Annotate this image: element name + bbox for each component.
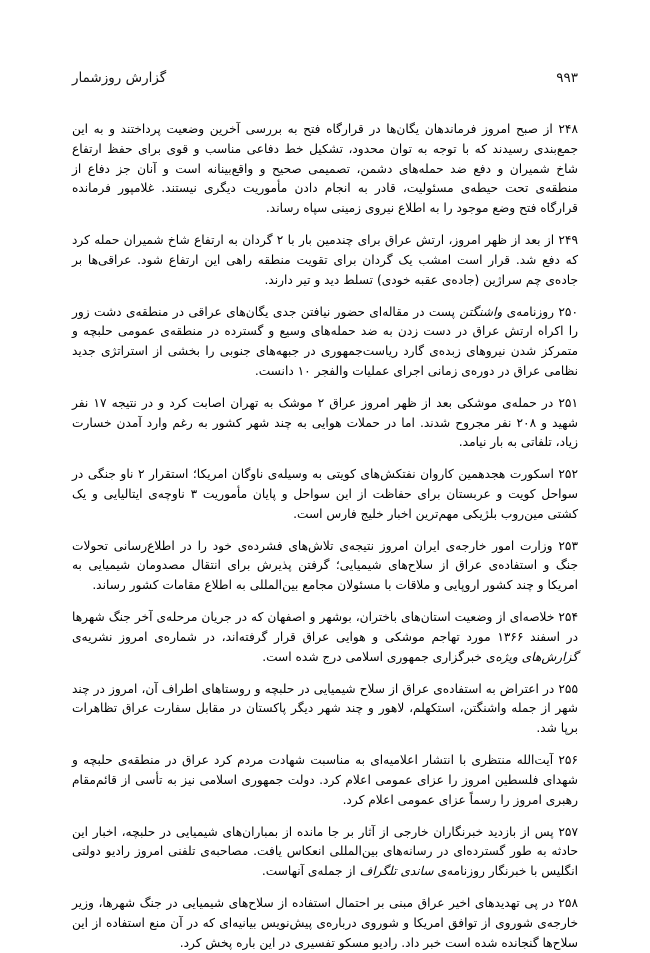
entry-250 bbox=[72, 303, 578, 382]
entry-text: اسکورت هجدهمین کاروان نفتکش‌های کویتی به وسیله‌ی ناوگان امریکا؛ استقرار ۲ ناو جنگی در سواحل کویت و عربستان برای حفاظت از این سواحل و پایان مأموریت ۳ ناوچه‌ی ایتالیایی و یک کشتی مین‌روب بلژیکی مهم‌ترین اخبار خلیج فارس است. bbox=[72, 467, 579, 521]
entry-number: ۲۵۱ bbox=[558, 395, 579, 410]
entry-text: پس از بازدید خبرنگاران خارجی از آثار بر جا مانده از بمباران‌های شیمیایی در حلبچه، اخبار این حادثه به طور گسترده‌ای در رسانه‌های بین‌المللی انعکاس یافت. مصاحبه‌ی تلفنی امروز رادیو دولتی انگلیس با خبرنگار روزنامه‌ی ساندی تلگراف از جمله‌ی آنهاست. bbox=[72, 824, 578, 879]
entry-249 bbox=[72, 231, 578, 290]
entry-number: ۲۵۸ bbox=[558, 896, 578, 911]
document-body bbox=[72, 120, 578, 953]
italic-phrase: واشنگتن bbox=[459, 304, 503, 319]
entry-253 bbox=[72, 537, 578, 596]
entry-number: ۲۴۸ bbox=[558, 122, 578, 136]
entry-number: ۲۵۷ bbox=[558, 824, 578, 839]
entry-257 bbox=[72, 823, 578, 882]
entry-text: آیت‌الله منتظری با انتشار اعلامیه‌ای به مناسبت شهادت مردم کرد عراق در منطقه‌ی حلبچه و شهدای فلسطین امروز را عزای عمومی اعلام کرد. دولت جمهوری اسلامی نیز به تأسی از قائم‌مقام رهبری امروز را رسماً عزای عمومی اعلام کرد. bbox=[72, 753, 578, 807]
entry-text: از بعد از ظهر امروز، ارتش عراق برای چندمین بار با ۲ گردان به ارتفاع شاخ شمیران حمله کرد که دفع شد. قرار است امشب یک گردان برای تقویت منطقه راهی این ارتفاع شود. عراقی‌ها بر جاده‌ی چم سراژین (جاده‌ی عقبه خودی) تسلط دید و تیر دارند. bbox=[72, 233, 578, 287]
page-header bbox=[72, 70, 578, 86]
entry-text: در حمله‌ی موشکی بعد از ظهر امروز عراق ۲ موشک به تهران اصابت کرد و در نتیجه ۱۷ نفر شهید و ۲۰۸ نفر مجروح شدند. اما در حملات هوایی به چند شهر کشور به رغم وارد آمدن خسارت زیاد، تلفاتی به بار نیامد. bbox=[72, 395, 579, 450]
entry-256 bbox=[72, 751, 578, 810]
entry-number: ۲۵۰ bbox=[558, 304, 578, 319]
entry-number: ۲۵۳ bbox=[558, 538, 578, 553]
entry-number: ۲۵۴ bbox=[558, 610, 579, 625]
page-header-title: گزارش روزشمار bbox=[72, 70, 167, 86]
italic-phrase: گزارش‌های ویژه bbox=[495, 649, 578, 664]
entry-251 bbox=[72, 394, 578, 453]
entry-number: ۲۵۲ bbox=[558, 467, 579, 482]
entry-number: ۲۵۶ bbox=[558, 753, 578, 768]
entry-text: در اعتراض به استفاده‌ی عراق از سلاح شیمیایی در حلبچه و روستاهای اطراف آن، امروز در چند شهر از جمله واشنگتن، استکهلم، لاهور و چند شهر دیگر پاکستان در مقابل سفارت عراق تظاهرات برپا شد. bbox=[72, 681, 578, 736]
entry-text: در پی تهدیدهای اخیر عراق مبنی بر احتمال استفاده از سلاح‌های شیمیایی در جنگ شهرها، وزیر خارجه‌ی شوروی از توافق امریکا و شوروی درباره‌ی پیش‌نویس بیانیه‌ای که در آن منع استفاده از این سلاح‌ها گنجانده شده است خبر داد. رادیو مسکو تفسیری در این باره پخش کرد. bbox=[72, 896, 578, 950]
italic-phrase: ساندی تلگراف bbox=[359, 864, 434, 879]
entry-252 bbox=[72, 465, 578, 524]
entry-text: از صبح امروز فرماندهان یگان‌ها در قرارگاه فتح به بررسی آخرین وضعیت پرداختند و به این جمع‌بندی رسیدند که با توجه به توان محدود، تشکیل خط دفاعی مناسب و قوی برای حفظ ارتفاع شاخ شمیران و دفع ضد حمله‌های دشمن، تصمیمی صحیح و واقع‌بینانه است و آنان جز دفاع از منطقه‌ی تحت حیطه‌ی مسئولیت، قادر به انجام دادن مأموریت دیگری نیستند. غلامپور فرمانده قرارگاه فتح وضع موجود را به اطلاع نیروی زمینی سپاه رساند. bbox=[72, 122, 578, 216]
entry-number: ۲۴۹ bbox=[558, 233, 579, 248]
entry-248 bbox=[72, 120, 578, 219]
entry-text: روزنامه‌ی واشنگتن پست در مقاله‌ای حضور نیافتن جدی یگان‌های عراقی در منطقه‌ی دشت زور را اکراه ارتش عراق در دست زدن به ضد حمله‌های وسیع و گسترده در منطقه‌ی عمومی حلبچه و متمرکز شدن نیروهای زبده‌ی گارد ریاست‌جمهوری در جبهه‌های جنوبی را بخشی از استراتژی جدید نظامی عراق در دوره‌ی زمانی اجرای عملیات والفجر ۱۰ دانست. bbox=[72, 304, 578, 378]
entry-255 bbox=[72, 680, 578, 739]
page-number: ۹۹۳ bbox=[556, 70, 578, 86]
entry-254 bbox=[72, 608, 578, 667]
entry-text: وزارت امور خارجه‌ی ایران امروز نتیجه‌ی تلاش‌های فشرده‌ی خود را در اطلاع‌رسانی تحولات جنگ و استفاده‌ی عراق از سلاح‌های شیمیایی؛ گرفتن پذیرش برای انتقال مصدومان شیمیایی به امریکا و چند کشور اروپایی و ملاقات با مسئولان مجامع بین‌المللی به اطلاع مقامات کشور رساند. bbox=[72, 538, 578, 593]
entry-text: خلاصه‌ای از وضعیت استان‌های باختران، بوشهر و اصفهان که در جریان مرحله‌ی آخر جنگ شهرها در اسفند ۱۳۶۶ مورد تهاجم موشکی و هوایی عراق قرار گرفته‌اند، در شماره‌ی امروز نشریه‌ی گزارش‌های ویژه‌ی خبرگزاری جمهوری اسلامی درج شده است. bbox=[72, 610, 578, 664]
entry-number: ۲۵۵ bbox=[558, 681, 578, 696]
